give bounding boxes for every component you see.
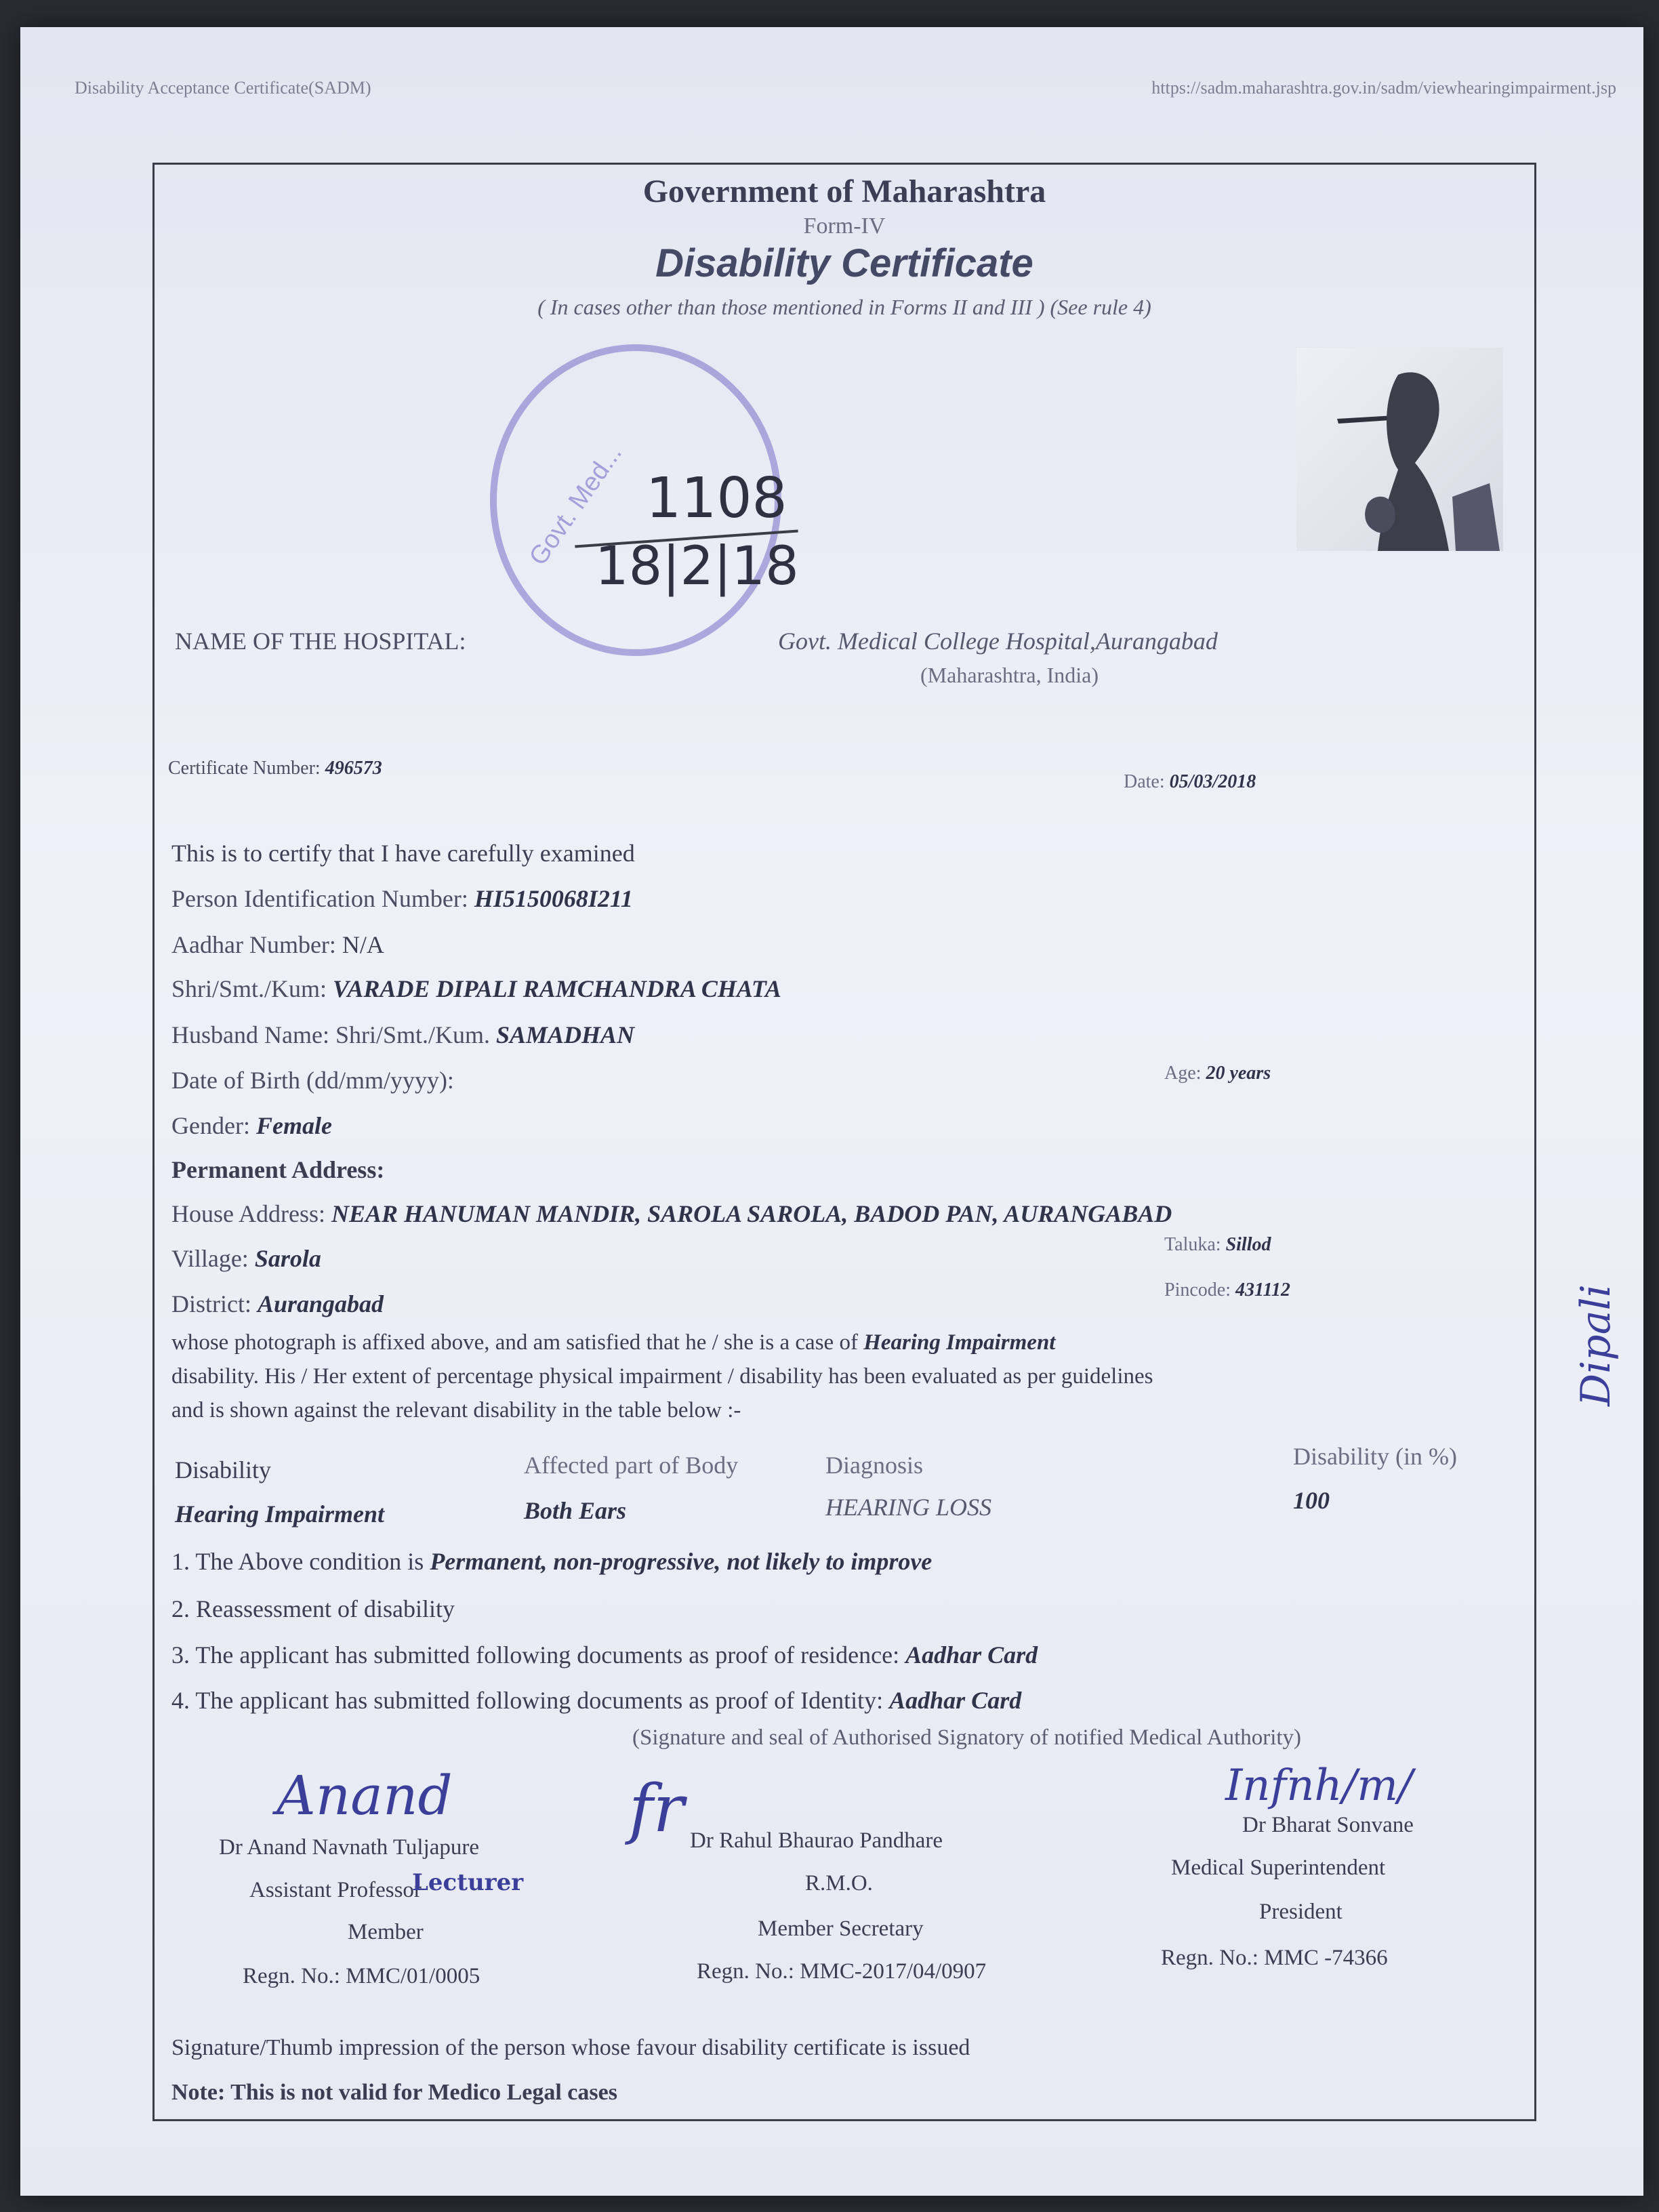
condition-2: 2. Reassessment of disability — [171, 1595, 455, 1622]
hospital-name: Govt. Medical College Hospital,Aurangabad — [778, 628, 1218, 655]
statement-line-2: disability. His / Her extent of percentage physical impairment / disability has been evaluated as per guidelines — [171, 1364, 1153, 1389]
lecturer-stamp: Lecturer — [412, 1869, 524, 1896]
age-value: 20 years — [1206, 1063, 1271, 1084]
house-label: House Address: — [171, 1200, 325, 1227]
signature-bharat: Infnh/m/ — [1225, 1761, 1413, 1811]
hospital-label: NAME OF THE HOSPITAL: — [175, 628, 466, 655]
signatory-caption: (Signature and seal of Authorised Signatory of notified Medical Authority) — [632, 1725, 1302, 1750]
age-label: Age: — [1164, 1063, 1202, 1084]
signatory-1-regn: Regn. No.: MMC/01/0005 — [243, 1964, 480, 1988]
table-header-disability: Disability — [175, 1456, 271, 1483]
applicant-photograph — [1296, 348, 1503, 551]
condition-3 — [171, 1641, 1038, 1669]
taluka-row — [1164, 1234, 1271, 1256]
signatory-2-name: Dr Rahul Bhaurao Pandhare — [690, 1828, 943, 1853]
condition-3-label: 3. The applicant has submitted following documents as proof of residence: — [171, 1641, 900, 1668]
signatory-3-regn: Regn. No.: MMC -74366 — [1161, 1946, 1388, 1970]
table-cell-diagnosis: HEARING LOSS — [825, 1494, 991, 1521]
validity-note: Note: This is not valid for Medico Legal cases — [171, 2080, 617, 2105]
aadhar-row — [171, 930, 384, 959]
name-row — [171, 975, 781, 1003]
gender-label: Gender: — [171, 1112, 250, 1139]
dob-label: Date of Birth (dd/mm/yyyy): — [171, 1067, 454, 1094]
village-label: Village: — [171, 1245, 249, 1272]
certificate-date-label: Date: — [1124, 771, 1165, 792]
table-header-body-part: Affected part of Body — [524, 1452, 739, 1479]
house-value: NEAR HANUMAN MANDIR, SAROLA SAROLA, BADOD PAN, AURANGABAD — [331, 1200, 1172, 1227]
signatory-1-role: Assistant Professor — [249, 1878, 422, 1902]
certificate-number-row — [168, 758, 382, 779]
table-header-percent: Disability (in %) — [1293, 1443, 1457, 1470]
signatory-2-regn: Regn. No.: MMC-2017/04/0907 — [697, 1959, 987, 1984]
condition-4 — [171, 1686, 1021, 1715]
handwritten-date: 18|2|18 — [595, 536, 799, 597]
aadhar-value: N/A — [342, 931, 384, 958]
village-row — [171, 1244, 321, 1273]
permanent-address-label: Permanent Address: — [171, 1156, 385, 1183]
form-number: Form-IV — [803, 213, 886, 239]
district-value: Aurangabad — [257, 1290, 384, 1317]
name-label: Shri/Smt./Kum: — [171, 975, 327, 1002]
condition-1-label: 1. The Above condition is — [171, 1548, 424, 1575]
pincode-value: 431112 — [1235, 1279, 1290, 1300]
signature-anand: Anand — [276, 1764, 453, 1827]
statement-line-1 — [171, 1330, 1055, 1355]
margin-signature: Dipali — [1572, 1284, 1620, 1406]
condition-4-value: Aadhar Card — [889, 1687, 1022, 1714]
table-header-diagnosis: Diagnosis — [825, 1452, 923, 1479]
pid-label: Person Identification Number: — [171, 885, 468, 912]
signatory-3-role: Medical Superintendent — [1171, 1856, 1386, 1880]
husband-row — [171, 1021, 634, 1049]
age-row — [1164, 1063, 1271, 1084]
district-label: District: — [171, 1290, 251, 1317]
signatory-3-name: Dr Bharat Sonvane — [1242, 1813, 1414, 1837]
gender-value: Female — [255, 1112, 332, 1139]
certificate-number-label: Certificate Number: — [168, 758, 321, 779]
taluka-value: Sillod — [1225, 1234, 1271, 1255]
certificate-date: 05/03/2018 — [1169, 771, 1256, 792]
certify-intro: This is to certify that I have carefully examined — [171, 840, 635, 867]
village-value: Sarola — [254, 1245, 321, 1272]
condition-1-value: Permanent, non-progressive, not likely to improve — [430, 1548, 933, 1575]
certificate-frame — [152, 163, 1536, 2121]
handwritten-number: 1108 — [646, 466, 787, 531]
signatory-1-position: Member — [348, 1920, 424, 1944]
certificate-date-row — [1124, 771, 1256, 793]
table-cell-percent: 100 — [1293, 1487, 1330, 1514]
signatory-1-name: Dr Anand Navnath Tuljapure — [219, 1835, 480, 1860]
certificate-subtitle: ( In cases other than those mentioned in Forms II and III ) (See rule 4) — [537, 295, 1151, 319]
aadhar-label: Aadhar Number: — [171, 931, 336, 958]
condition-4-label: 4. The applicant has submitted following documents as proof of Identity: — [171, 1687, 884, 1714]
hospital-name-row — [175, 627, 466, 655]
condition-3-value: Aadhar Card — [905, 1641, 1038, 1668]
statement-line-3: and is shown against the relevant disability in the table below :- — [171, 1398, 741, 1422]
husband-label: Husband Name: Shri/Smt./Kum. — [171, 1021, 490, 1048]
hospital-location: (Maharashtra, India) — [920, 663, 1099, 687]
signature-rahul: fr — [629, 1771, 684, 1847]
pincode-label: Pincode: — [1164, 1279, 1231, 1300]
statement-disability: Hearing Impairment — [863, 1330, 1056, 1355]
signatory-2-role: R.M.O. — [805, 1871, 873, 1896]
thumb-impression-line: Signature/Thumb impression of the person whose favour disability certificate is issued — [171, 2035, 970, 2060]
print-header-url[interactable]: https://sadm.maharashtra.gov.in/sadm/viewhearingimpairment.jsp — [1151, 78, 1616, 98]
table-cell-disability: Hearing Impairment — [175, 1500, 385, 1528]
gender-row — [171, 1111, 332, 1140]
print-header-left: Disability Acceptance Certificate(SADM) — [75, 78, 371, 98]
district-row — [171, 1290, 384, 1318]
name-value: VARADE DIPALI RAMCHANDRA CHATA — [333, 975, 781, 1002]
certificate-title: Disability Certificate — [655, 241, 1033, 285]
house-address-row — [171, 1200, 1172, 1228]
pid-value: HI5150068I211 — [474, 885, 633, 912]
signatory-2-position: Member Secretary — [758, 1917, 924, 1941]
statement-text-1: whose photograph is affixed above, and am satisfied that he / she is a case of — [171, 1330, 858, 1355]
husband-value: SAMADHAN — [496, 1021, 635, 1048]
pid-row — [171, 884, 633, 913]
table-cell-body-part: Both Ears — [524, 1497, 627, 1524]
signatory-3-position: President — [1259, 1900, 1343, 1924]
taluka-label: Taluka: — [1164, 1234, 1221, 1255]
stamp-text: Govt. Med... — [524, 439, 628, 571]
condition-1 — [171, 1547, 932, 1576]
pincode-row — [1164, 1279, 1290, 1301]
government-title: Government of Maharashtra — [642, 173, 1046, 209]
certificate-number: 496573 — [325, 758, 382, 779]
print-header — [75, 78, 1616, 98]
dob-row — [171, 1066, 454, 1094]
